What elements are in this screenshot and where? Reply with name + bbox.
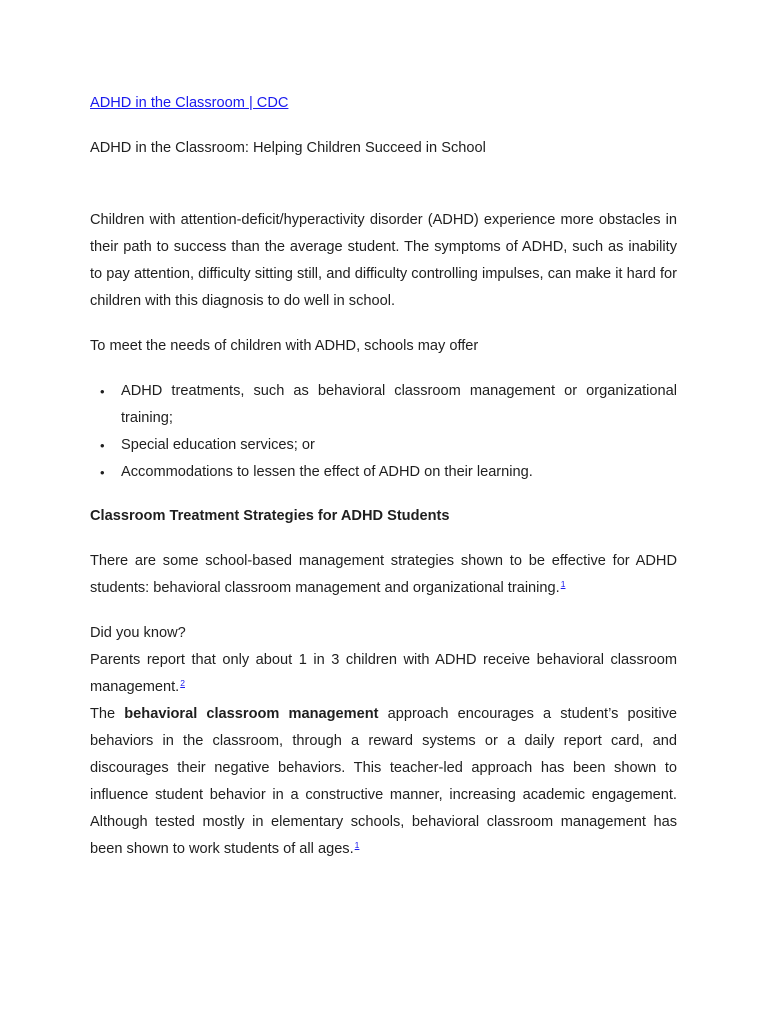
bcm-lead: The [90,706,125,722]
needs-lead-paragraph: To meet the needs of children with ADHD, schools may offer [90,338,479,354]
list-item [90,459,677,486]
parents-paragraph [90,647,677,701]
section-heading: Classroom Treatment Strategies for ADHD Students [90,508,450,524]
did-you-know-label: Did you know? [90,625,186,641]
title-link-row [90,90,677,117]
document-page [90,90,677,863]
list-item [90,432,677,459]
strategies-text: There are some school-based management strategies shown to be effective for ADHD students: behavioral classroom management and organizational training. [90,553,677,596]
intro-paragraph: Children with attention-deficit/hyperactivity disorder (ADHD) experience more obstacles in their path to success than the average student. The symptoms of ADHD, such as inability to pay attention, difficulty sitting still, and difficulty controlling impulses, can make it hard for children with this diagnosis to do well in school. [90,212,677,309]
bcm-bold-term: behavioral classroom management [124,706,379,722]
bullet-icon: • [100,384,105,399]
bcm-text: approach encourages a student’s positive behaviors in the classroom, through a reward systems or a daily report card, and discourages their negative behaviors. This teacher-led approach has been shown to influence student behavior in a constructive manner, increasing academic engagement. Although tested mostly in elementary schools, behavioral classroom management has been shown to work students of all ages. [90,706,677,857]
bullet-icon: • [100,438,105,453]
list-item-text: Special education services; or [121,437,315,453]
list-item-text: Accommodations to lessen the effect of ADHD on their learning. [121,464,533,480]
strategies-paragraph [90,548,677,602]
bcm-paragraph [90,701,677,863]
bullet-icon: • [100,465,105,480]
list-item-text: ADHD treatments, such as behavioral classroom management or organizational training; [121,383,677,426]
list-item [90,378,677,432]
title-link[interactable]: ADHD in the Classroom | CDC [90,95,289,111]
offer-list [90,378,677,486]
document-subtitle: ADHD in the Classroom: Helping Children Succeed in School [90,140,486,156]
footnote-ref-link[interactable]: 2 [180,678,185,688]
footnote-ref-link[interactable]: 1 [560,579,566,589]
footnote-ref-link[interactable]: 1 [354,840,360,850]
parents-text: Parents report that only about 1 in 3 children with ADHD receive behavioral classroom management. [90,652,677,695]
